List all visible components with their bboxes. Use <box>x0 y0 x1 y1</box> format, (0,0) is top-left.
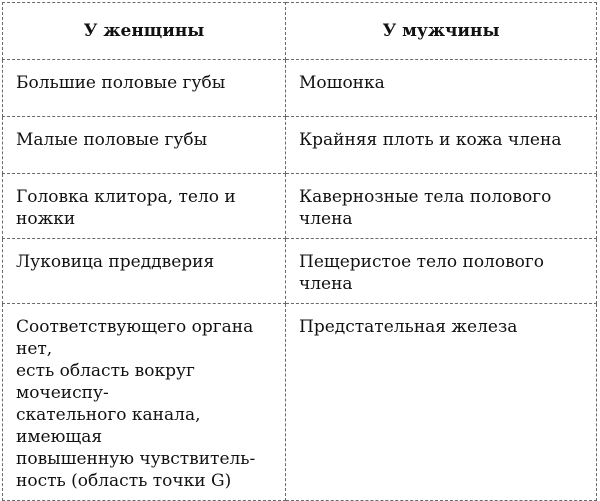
table-row <box>3 304 597 501</box>
cell-text: Большие половые губы <box>16 73 226 93</box>
cell-male <box>286 304 597 501</box>
cell-female <box>3 117 286 174</box>
cell-male <box>286 239 597 304</box>
cell-male <box>286 60 597 117</box>
cell-text: Мошонка <box>299 73 385 93</box>
cell-male <box>286 174 597 239</box>
table-row <box>3 174 597 239</box>
header-female: У женщины <box>3 3 286 60</box>
cell-text: Головка клитора, тело и ножки <box>16 187 236 229</box>
cell-male <box>286 117 597 174</box>
cell-female <box>3 60 286 117</box>
cell-text: Пещеристое тело полового члена <box>299 252 545 294</box>
cell-text: Крайняя плоть и кожа члена <box>299 130 562 150</box>
cell-text: Предстательная железа <box>299 317 518 337</box>
table-row <box>3 117 597 174</box>
cell-text: Соответствующего органа нет, есть область вокруг мочеиспу- скательного канала, имеющая повышенную чувствитель- ность (область точки G) <box>16 317 256 491</box>
table-row <box>3 60 597 117</box>
cell-text: Малые половые губы <box>16 130 208 150</box>
cell-text: Кавернозные тела полового члена <box>299 187 552 229</box>
comparison-table-container <box>2 2 596 491</box>
comparison-table <box>2 2 597 501</box>
table-row <box>3 239 597 304</box>
header-male: У мужчины <box>286 3 597 60</box>
cell-female <box>3 304 286 501</box>
cell-female <box>3 174 286 239</box>
cell-female <box>3 239 286 304</box>
cell-text: Луковица преддверия <box>16 252 215 272</box>
table-header-row <box>3 3 597 60</box>
